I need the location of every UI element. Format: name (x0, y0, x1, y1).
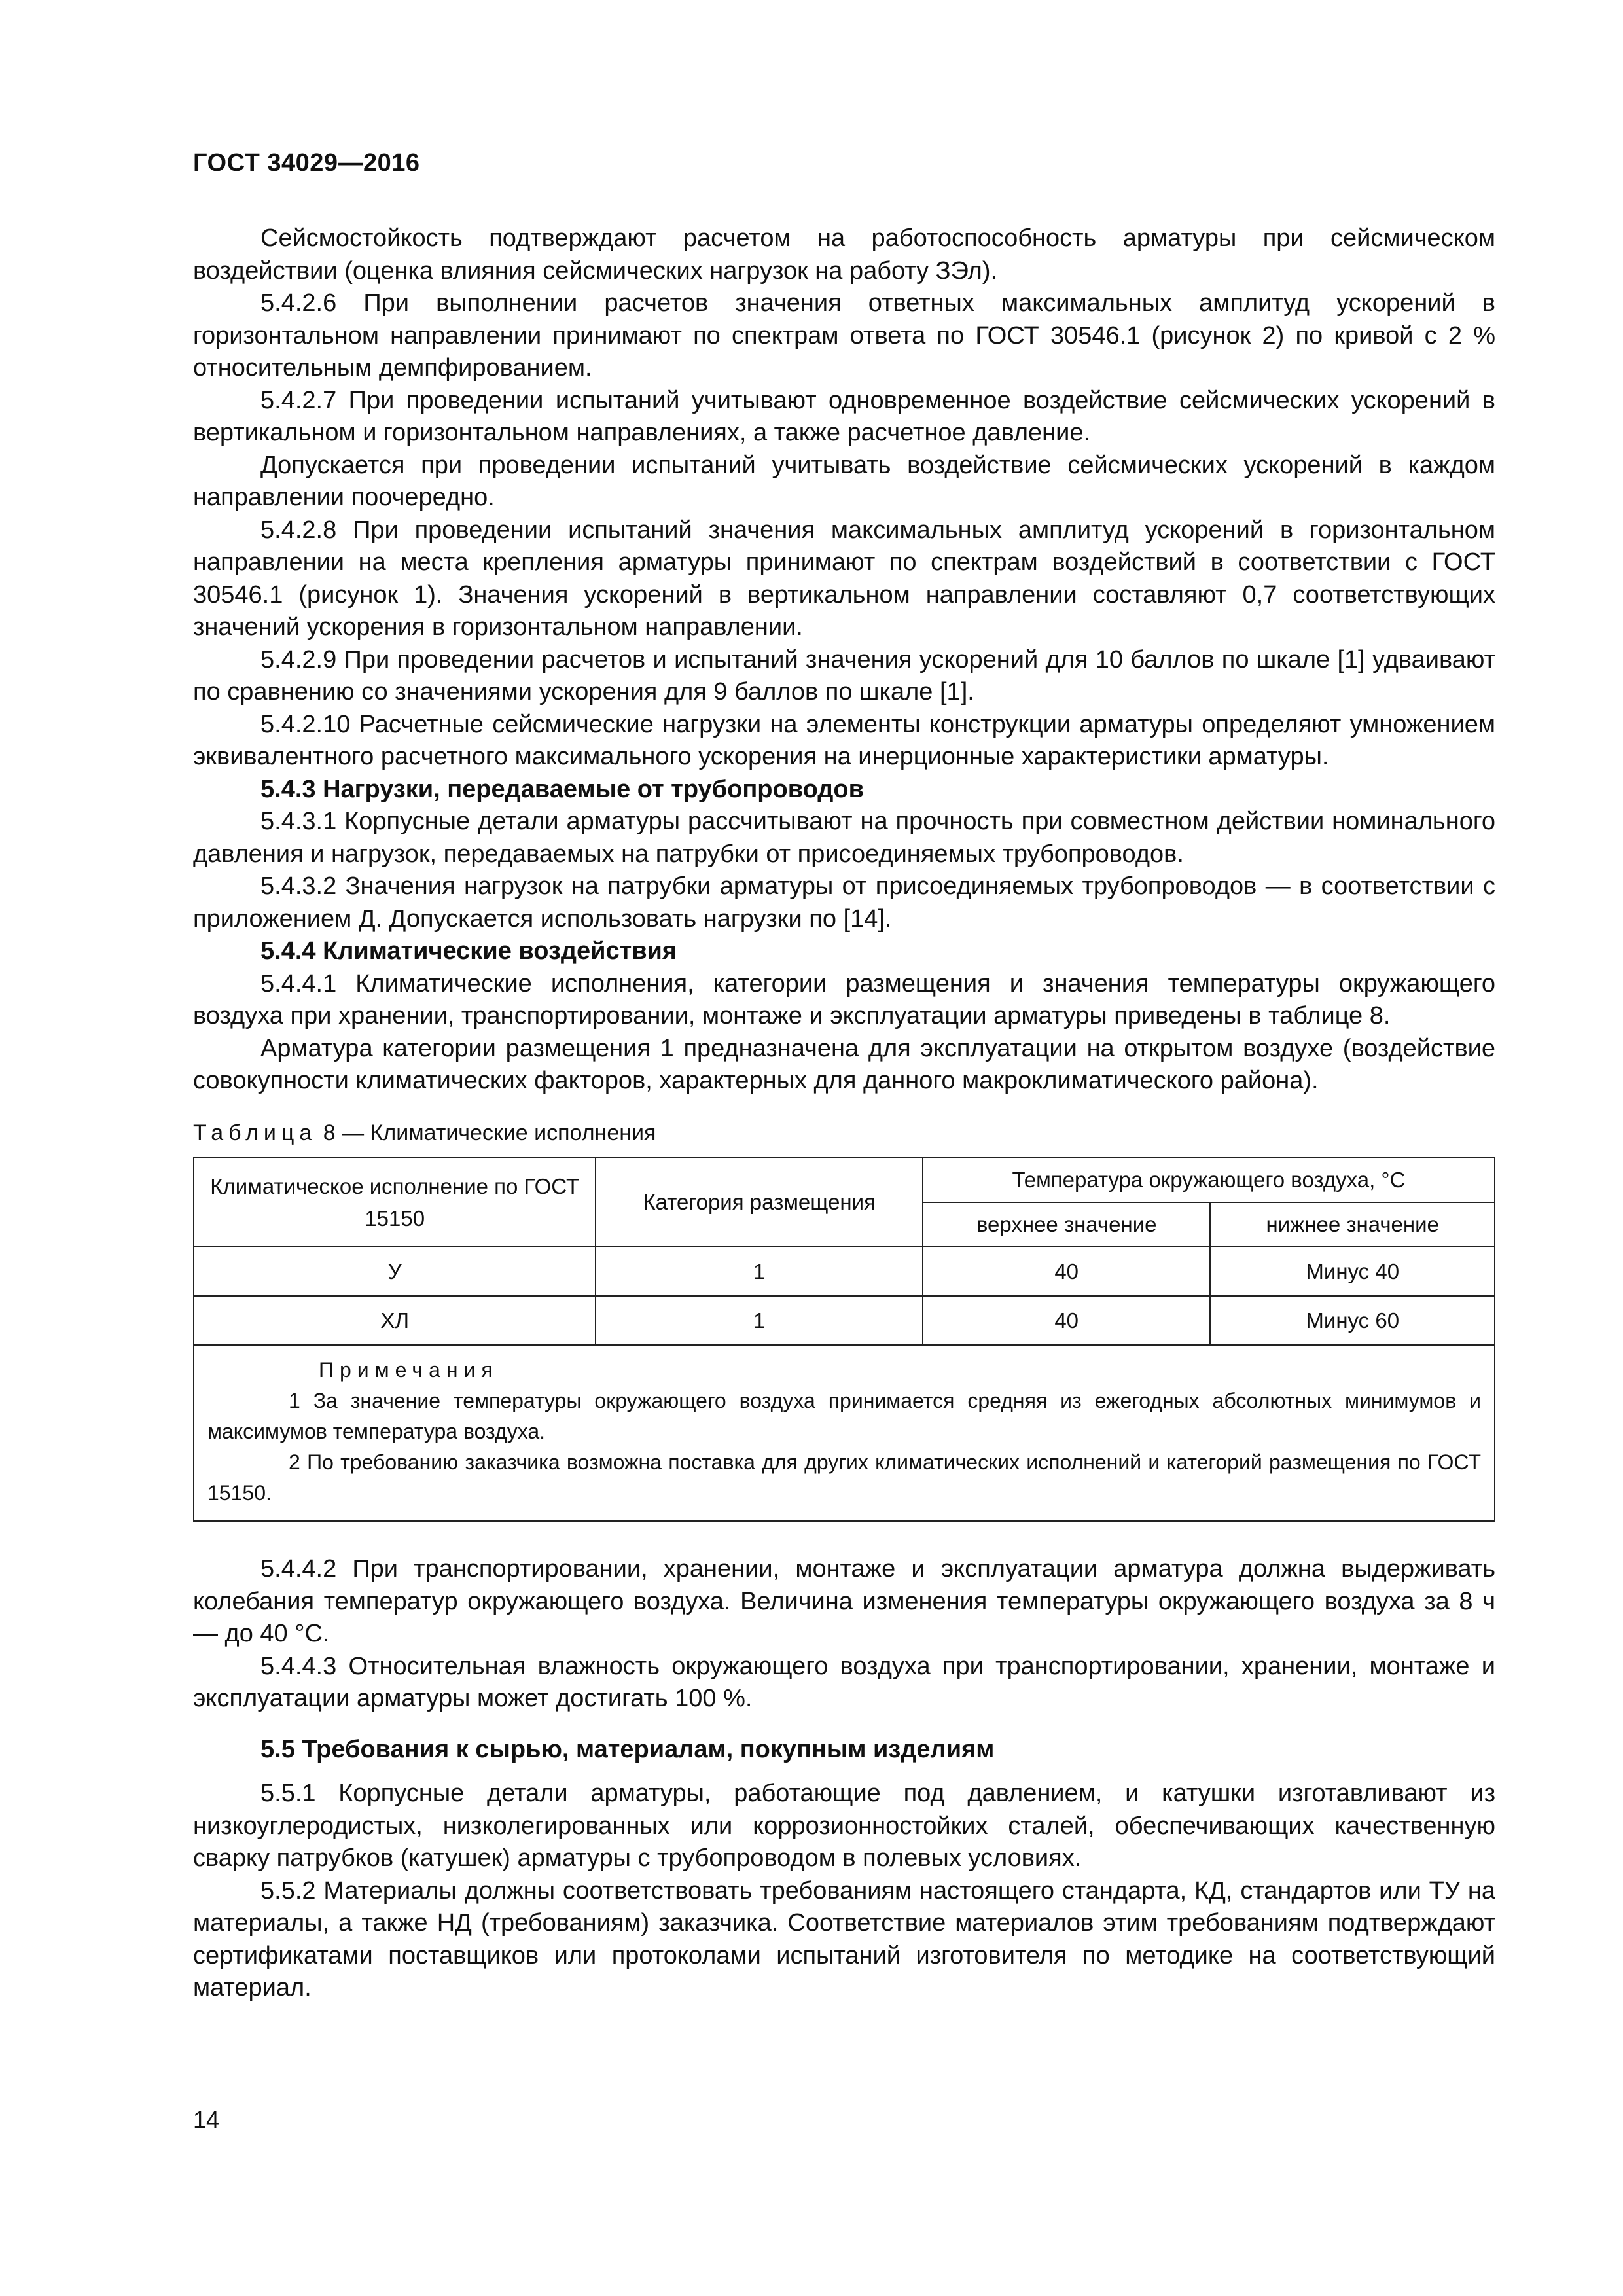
paragraph: 5.4.2.8 При проведении испытаний значения максимальных амплитуд ускорений в горизонтальном направлении на места крепления арматуры принимают по спектрам воздействий в соответствии с ГОСТ 30546.1 (рисунок 1). Значения ускорений в вертикальном направлении составляют 0,7 соответствующих значений ускорения в горизонтальном направлении. (193, 516, 1495, 641)
paragraph: 5.4.3.1 Корпусные детали арматуры рассчитывают на прочность при совместном действии номинального давления и нагрузок, передаваемых на патрубки от присоединяемых трубопроводов. (193, 808, 1495, 868)
table-header-row (194, 1158, 1495, 1202)
page-number: 14 (193, 2106, 220, 2133)
table-cell: У (194, 1247, 596, 1296)
paragraph: 5.4.4.1 Климатические исполнения, категории размещения и значения температуры окружающего воздуха при хранении, транспортировании, монтаже и эксплуатации арматуры приведены в таблице 8. (193, 969, 1495, 1030)
paragraph: 5.4.2.6 При выполнении расчетов значения ответных максимальных амплитуд ускорений в горизонтальном направлении принимают по спектрам ответа по ГОСТ 30546.1 (рисунок 2) по кривой с 2 % относительным демпфированием. (193, 289, 1495, 382)
notes-title: Примечания (319, 1358, 499, 1382)
table-cell: 1 (596, 1247, 923, 1296)
header-cell-climate-execution: Климатическое исполнение по ГОСТ 15150 (194, 1158, 596, 1247)
table-cell: 1 (596, 1296, 923, 1345)
header-cell-temperature: Температура окружающего воздуха, °С (923, 1158, 1495, 1202)
paragraph: 5.4.2.9 При проведении расчетов и испытаний значения ускорений для 10 баллов по шкале [1] удваивают по сравнению со значениями ускорения для 9 баллов по шкале [1]. (193, 645, 1495, 706)
header-cell-lower-value: нижнее значение (1210, 1202, 1495, 1247)
note-item: 2 По требованию заказчика возможна поставка для других климатических исполнений и категорий размещения по ГОСТ 15150. (207, 1450, 1481, 1505)
header-cell-upper-value: верхнее значение (923, 1202, 1211, 1247)
section-heading-544: 5.4.4 Климатические воздействия (260, 937, 677, 965)
table-cell: 40 (923, 1247, 1211, 1296)
section-heading-55: 5.5 Требования к сырью, материалам, покупным изделиям (260, 1735, 995, 1763)
paragraph: 5.4.4.3 Относительная влажность окружающего воздуха при транспортировании, хранении, монтаже и эксплуатации арматуры может достигать 100 %. (193, 1652, 1495, 1712)
table-caption-word: Таблица (193, 1120, 317, 1145)
document-header: ГОСТ 34029—2016 (193, 149, 420, 177)
paragraph: 5.5.2 Материалы должны соответствовать требованиям настоящего стандарта, КД, стандартов или ТУ на материалы, а также НД (требованиям) заказчика. Соответствие материалов этим требованиям подтверждают сертификатами поставщиков или протоколами испытаний изготовителя по методике на соответствующий материал. (193, 1876, 1495, 2001)
table-cell: 40 (923, 1296, 1211, 1345)
paragraph: 5.5.1 Корпусные детали арматуры, работающие под давлением, и катушки изготавливают из низкоуглеродистых, низколегированных или коррозионностойких сталей, обеспечивающих качественную сварку патрубков (катушек) арматуры с трубопроводом в полевых условиях. (193, 1780, 1495, 1872)
table-caption-title: 8 — Климатические исполнения (323, 1120, 656, 1145)
body-text (193, 223, 1495, 2005)
paragraph: Допускается при проведении испытаний учитывать воздействие сейсмических ускорений в каждом направлении поочередно. (193, 451, 1495, 511)
table-cell: Минус 40 (1210, 1247, 1495, 1296)
paragraph: 5.4.4.2 При транспортировании, хранении, монтаже и эксплуатации арматура должна выдерживать колебания температур окружающего воздуха. Величина изменения температуры окружающего воздуха за 8 ч — до 40 °С. (193, 1555, 1495, 1647)
table-notes-cell (194, 1345, 1495, 1521)
section-heading-543: 5.4.3 Нагрузки, передаваемые от трубопроводов (260, 775, 864, 803)
paragraph: 5.4.3.2 Значения нагрузок на патрубки арматуры от присоединяемых трубопроводов — в соответствии с приложением Д. Допускается использовать нагрузки по [14]. (193, 872, 1495, 933)
note-item: 1 За значение температуры окружающего воздуха принимается средняя из ежегодных абсолютных минимумов и максимумов температура воздуха. (207, 1389, 1481, 1443)
table-cell: ХЛ (194, 1296, 596, 1345)
table-cell: Минус 60 (1210, 1296, 1495, 1345)
paragraph: 5.4.2.7 При проведении испытаний учитывают одновременное воздействие сейсмических ускорений в вертикальном и горизонтальном направлениях, а также расчетное давление. (193, 386, 1495, 446)
climate-table (193, 1157, 1495, 1522)
table-notes-row (194, 1345, 1495, 1521)
header-cell-placement-category: Категория размещения (596, 1158, 923, 1247)
paragraph: Сейсмостойкость подтверждают расчетом на работоспособность арматуры при сейсмическом воздействии (оценка влияния сейсмических нагрузок на работу ЗЭл). (193, 224, 1495, 285)
table-row (194, 1247, 1495, 1296)
table-row (194, 1296, 1495, 1345)
paragraph: Арматура категории размещения 1 предназначена для эксплуатации на открытом воздухе (воздействие совокупности климатических факторов, характерных для данного макроклиматического района). (193, 1034, 1495, 1094)
table-caption (193, 1117, 1495, 1150)
after-table-block (193, 1553, 1495, 1715)
paragraph: 5.4.2.10 Расчетные сейсмические нагрузки на элементы конструкции арматуры определяют умножением эквивалентного расчетного максимального ускорения на инерционные характеристики арматуры. (193, 710, 1495, 770)
